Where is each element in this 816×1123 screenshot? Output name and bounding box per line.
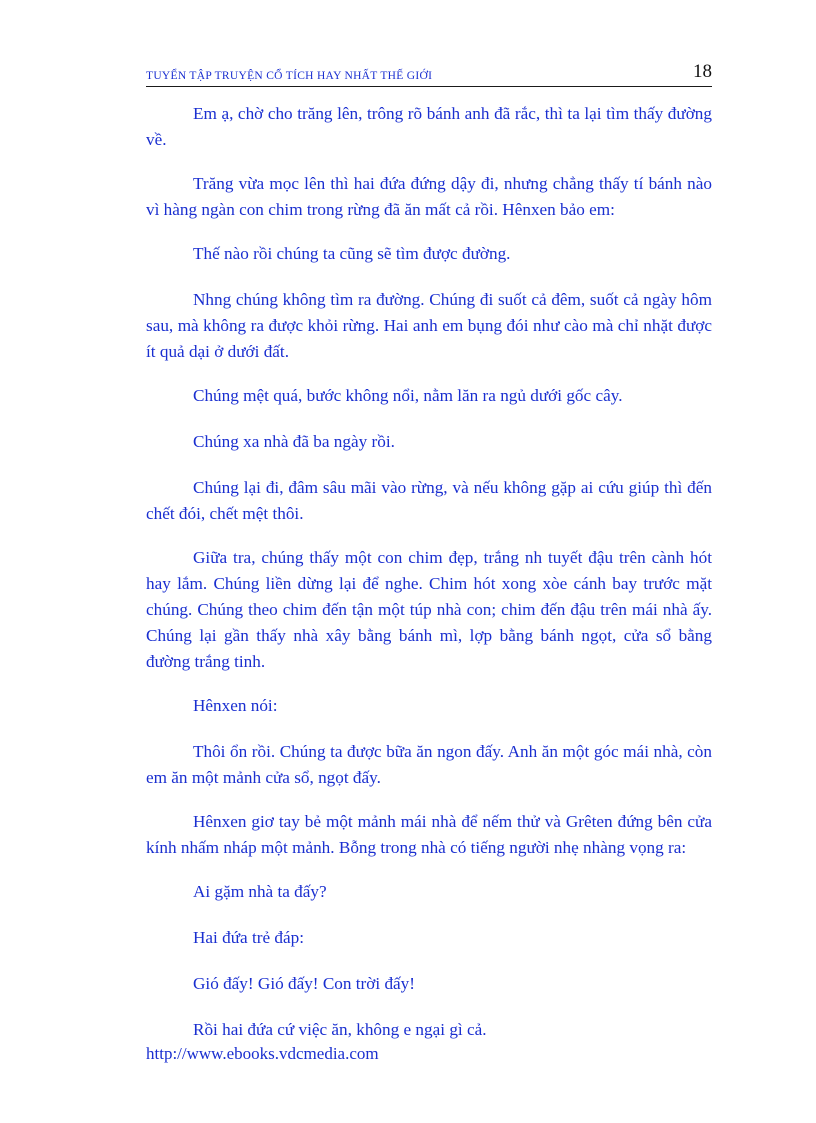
paragraph: Giữa tra, chúng thấy một con chim đẹp, trắng nh tuyết đậu trên cành hót hay lắm. Chúng liền dừng lại để nghe. Chim hót xong xòe cánh bay trước mặt chúng. Chúng theo chim đến tận một túp nhà con; chim đến đậu trên mái nhà ấy. Chúng lại gần thấy nhà xây bằng bánh mì, lợp bằng bánh ngọt, cửa sổ bằng đường trắng tinh. [146,548,712,671]
paragraph: Hai đứa trẻ đáp: [193,928,304,947]
paragraph: Thôi ổn rồi. Chúng ta được bữa ăn ngon đấy. Anh ăn một góc mái nhà, còn em ăn một mảnh cửa sổ, ngọt đấy. [146,742,712,787]
paragraph: Hênxen giơ tay bẻ một mảnh mái nhà để nếm thử và Grêten đứng bên cửa kính nhấm nháp một mảnh. Bỗng trong nhà có tiếng người nhẹ nhàng vọng ra: [146,812,712,857]
paragraph: Em ạ, chờ cho trăng lên, trông rõ bánh anh đã rắc, thì ta lại tìm thấy đường về. [146,104,712,149]
paragraph: Hênxen nói: [193,696,278,715]
footer-url: http://www.ebooks.vdcmedia.com [146,1044,379,1063]
paragraph: Rồi hai đứa cứ việc ăn, không e ngại gì cả. [193,1020,487,1039]
page-header [146,60,712,87]
page-number: 18 [693,61,712,82]
paragraph: Nhng chúng không tìm ra đường. Chúng đi suốt cả đêm, suốt cả ngày hôm sau, mà không ra được khỏi rừng. Hai anh em bụng đói như cào mà chỉ nhặt được ít quả dại ở dưới đất. [146,290,712,361]
paragraph: Trăng vừa mọc lên thì hai đứa đứng dậy đi, nhưng chẳng thấy tí bánh nào vì hàng ngàn con chim trong rừng đã ăn mất cả rồi. Hênxen bảo em: [146,174,712,219]
paragraph: Thế nào rồi chúng ta cũng sẽ tìm được đường. [193,244,511,263]
paragraph: Ai gặm nhà ta đấy? [193,882,327,901]
story-body [146,101,712,1063]
paragraph: Chúng mệt quá, bước không nổi, nằm lăn ra ngủ dưới gốc cây. [193,386,623,405]
paragraph: Chúng lại đi, đâm sâu mãi vào rừng, và nếu không gặp ai cứu giúp thì đến chết đói, chết mệt thôi. [146,478,712,523]
book-title: TUYỂN TẬP TRUYỆN CỔ TÍCH HAY NHẤT THẾ GIỚI [146,70,433,82]
paragraph: Chúng xa nhà đã ba ngày rồi. [193,432,395,451]
paragraph: Gió đấy! Gió đấy! Con trời đấy! [193,974,415,993]
